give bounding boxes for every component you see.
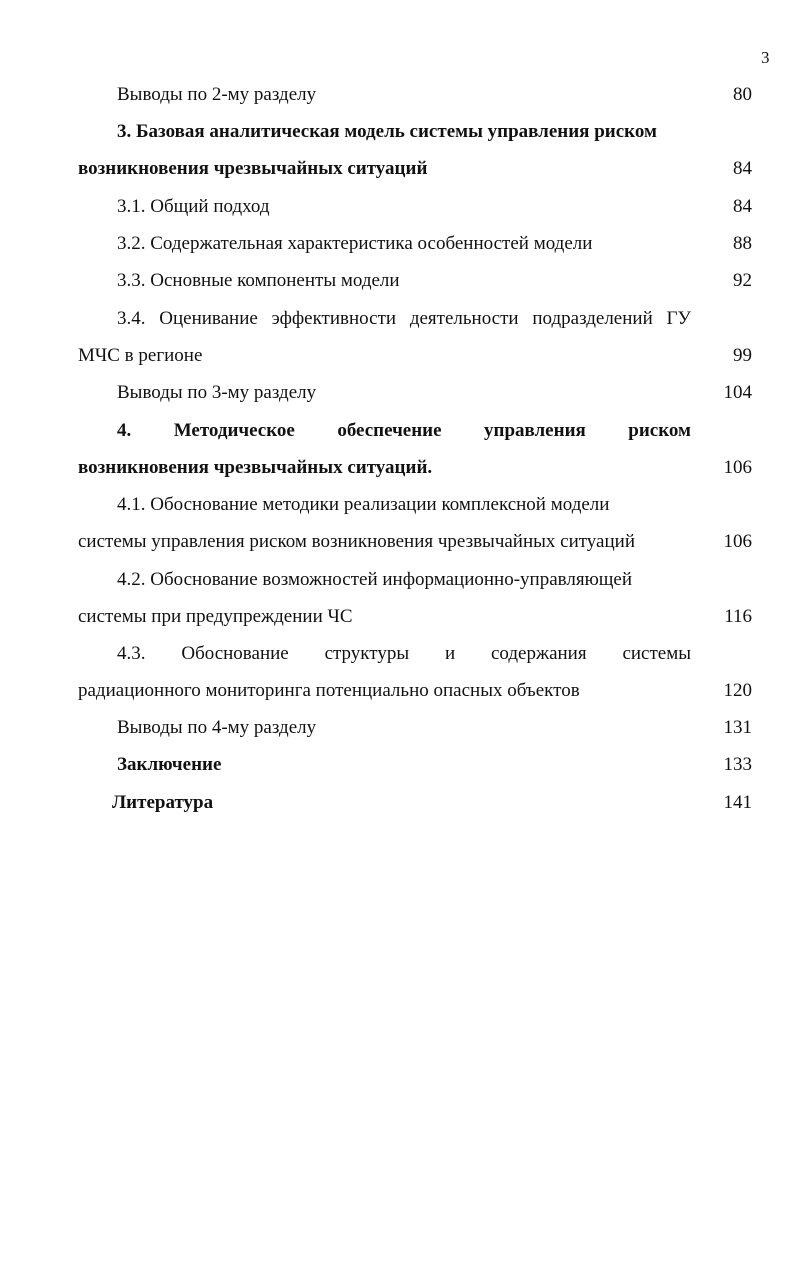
toc-word: содержания [490, 643, 587, 664]
toc-entry-section-4-title-cont [0, 455, 752, 481]
toc-entry-conclusions-2 [0, 82, 752, 108]
toc-entry-page: 80 [733, 84, 752, 105]
toc-entry-text: возникновения чрезвычайных ситуаций [78, 158, 428, 179]
toc-entry-page: 116 [724, 606, 752, 627]
toc-entry-conclusion [0, 752, 752, 778]
toc-entry-text: 3.1. Общий подход [117, 196, 270, 217]
toc-word: системы [622, 643, 691, 664]
toc-entry-page: 84 [733, 196, 752, 217]
toc-entry-text: 4.1. Обоснование методики реализации комплексной модели [117, 494, 610, 515]
toc-entry-page: 104 [723, 382, 752, 403]
toc-word: эффективности [271, 308, 397, 329]
toc-entry-page: 133 [723, 754, 752, 775]
toc-word: деятельности [409, 308, 519, 329]
toc-entry-3-3 [0, 268, 752, 294]
toc-word: Обоснование [181, 643, 289, 664]
toc-entry-text: 3.3. Основные компоненты модели [117, 270, 400, 291]
toc-entry-page: 141 [723, 792, 752, 813]
toc-entry-page: 106 [723, 457, 752, 478]
toc-word: риском [628, 420, 691, 441]
toc-entry-text: Выводы по 2-му разделу [117, 84, 317, 105]
toc-entry-text: МЧС в регионе [78, 345, 203, 366]
toc-entry-text: возникновения чрезвычайных ситуаций. [78, 457, 433, 478]
toc-entry-4-3 [117, 641, 691, 667]
toc-word: структуры [324, 643, 410, 664]
toc-word: 4.3. [117, 643, 146, 664]
toc-word: Методическое [173, 420, 295, 441]
toc-entry-conclusions-4 [0, 715, 752, 741]
toc-entry-text: радиационного мониторинга потенциально опасных объектов [78, 680, 580, 701]
toc-entry-3-4 [117, 306, 691, 332]
toc-entry-page: 131 [723, 717, 752, 738]
toc-entry-3-1 [0, 194, 752, 220]
toc-word: ГУ [666, 308, 691, 329]
toc-word: и [444, 643, 456, 664]
toc-entry-conclusions-3 [0, 380, 752, 406]
toc-entry-text: системы при предупреждении ЧС [78, 606, 353, 627]
toc-entry-4-1 [0, 492, 752, 518]
toc-word: Оценивание [159, 308, 258, 329]
toc-entry-page: 88 [733, 233, 752, 254]
toc-entry-4-1-cont [0, 529, 752, 555]
toc-entry-text: Выводы по 4-му разделу [117, 717, 317, 738]
toc-entry-text: 4.2. Обоснование возможностей информационно-управляющей [117, 569, 633, 590]
toc-entry-section-3-title-cont [0, 156, 752, 182]
toc-entry-text: Выводы по 3-му разделу [117, 382, 317, 403]
toc-entry-section-3-title [0, 119, 752, 145]
toc-entry-text: Заключение [117, 754, 222, 775]
toc-entry-text: 3.2. Содержательная характеристика особенностей модели [117, 233, 593, 254]
toc-word: 4. [117, 420, 132, 441]
toc-entry-text [117, 641, 691, 667]
toc-entry-page: 84 [733, 158, 752, 179]
toc-word: обеспечение [337, 420, 442, 441]
toc-entry-text: 3. Базовая аналитическая модель системы управления риском [117, 121, 657, 142]
toc-entry-text: Литература [112, 792, 214, 813]
toc-word: управления [484, 420, 586, 441]
toc-entry-page: 92 [733, 270, 752, 291]
toc-entry-4-2 [0, 567, 752, 593]
toc-word: подразделений [532, 308, 653, 329]
toc-entry-text [117, 306, 691, 332]
toc-entry-page: 106 [723, 531, 752, 552]
toc-entry-page: 120 [723, 680, 752, 701]
toc-entry-text [117, 418, 691, 444]
page-number: 3 [761, 48, 770, 67]
toc-entry-4-3-cont [0, 678, 752, 704]
toc-entry-4-2-cont [0, 604, 752, 630]
toc-entry-3-2 [0, 231, 752, 257]
toc-entry-text: системы управления риском возникновения чрезвычайных ситуаций [78, 531, 635, 552]
toc-entry-page: 99 [733, 345, 752, 366]
toc-word: 3.4. [117, 308, 146, 329]
toc-entry-section-4-title [117, 418, 691, 444]
toc-entry-3-4-cont [0, 343, 752, 369]
toc-entry-literature [0, 790, 752, 816]
